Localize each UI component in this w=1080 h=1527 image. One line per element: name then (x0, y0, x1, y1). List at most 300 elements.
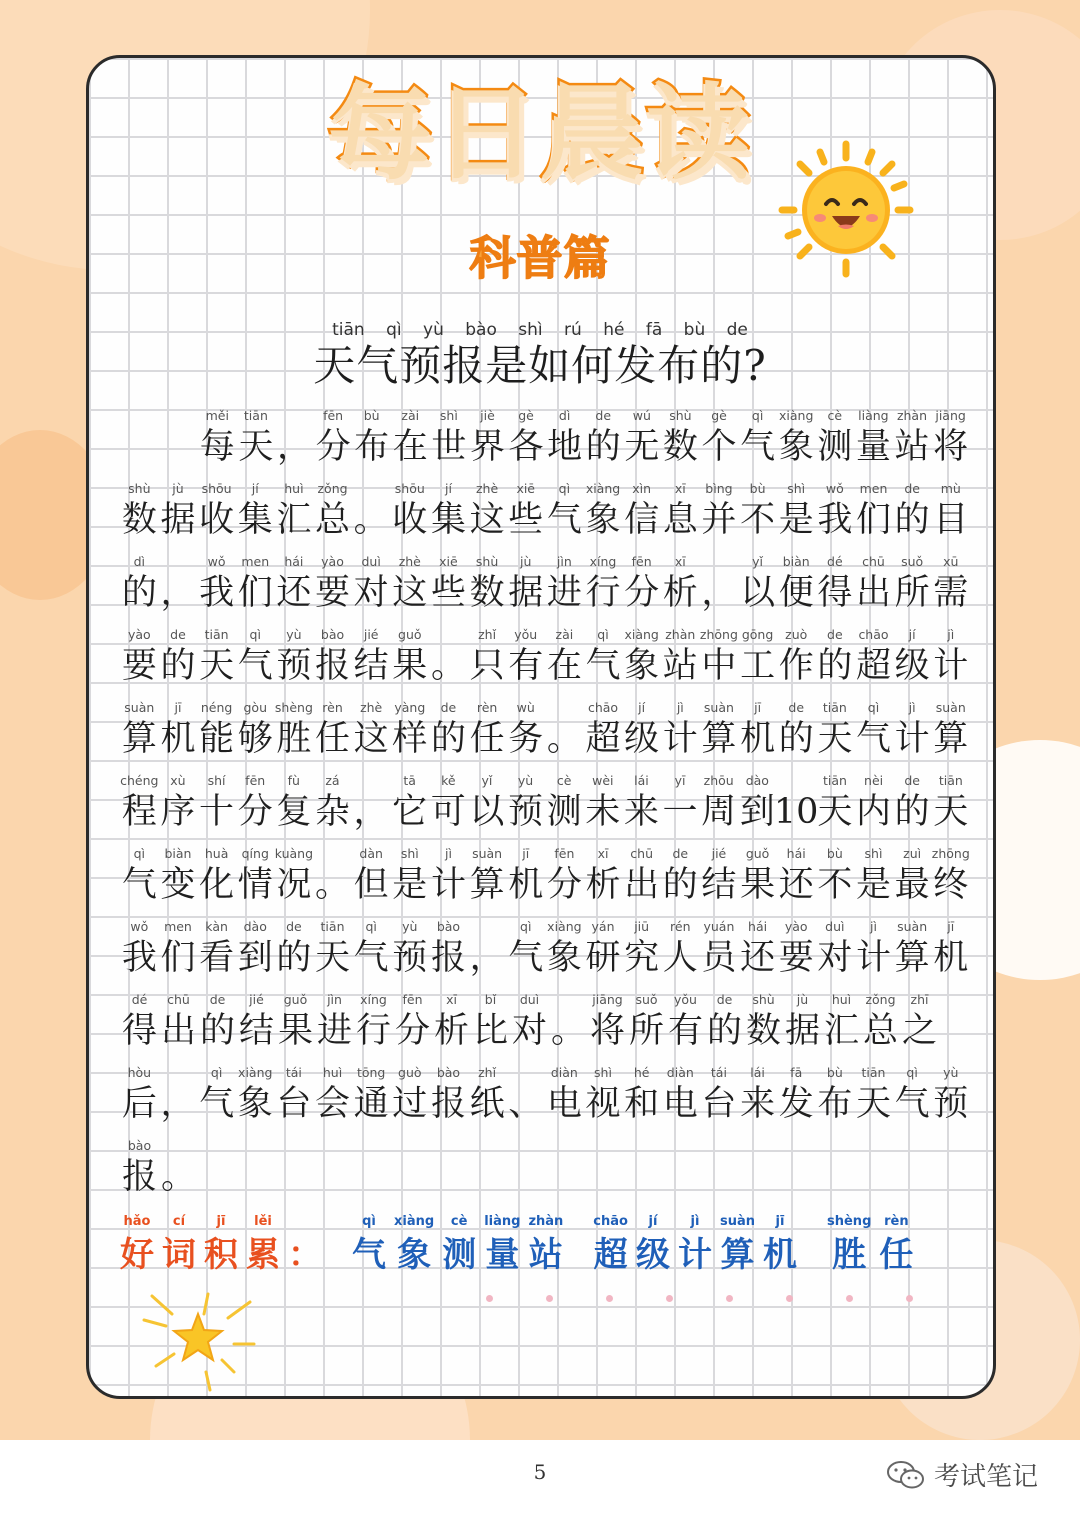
hanzi: 天 (315, 938, 351, 978)
hanzi: 最 (894, 865, 930, 905)
character-cell (931, 699, 970, 761)
character-cell (545, 407, 584, 469)
hanzi: 好 (120, 1235, 154, 1275)
pinyin: biàn (782, 554, 810, 569)
pinyin: lái (750, 1065, 765, 1080)
character-cell (893, 553, 932, 615)
character-cell (627, 991, 666, 1053)
character-cell (699, 772, 738, 834)
pinyin: jī (754, 700, 762, 715)
hanzi: 工 (740, 646, 776, 686)
character-cell (738, 626, 777, 688)
character-cell (854, 699, 893, 761)
hanzi: 来 (623, 792, 659, 832)
pinyin: jié (711, 846, 727, 861)
character-cell (468, 918, 507, 980)
hanzi: 测 (546, 792, 582, 832)
character-cell (777, 699, 816, 761)
vocabulary-section (120, 1212, 980, 1278)
pinyin: chāo (587, 700, 619, 715)
hanzi: 究 (624, 938, 660, 978)
vocab-word-char (827, 1212, 871, 1278)
dot (726, 1295, 733, 1302)
hanzi: 电 (546, 1084, 582, 1124)
hanzi: 算 (469, 865, 505, 905)
character-cell (893, 480, 932, 542)
pinyin: lěi (254, 1214, 272, 1229)
hanzi: ， (160, 1084, 196, 1124)
pinyin: yán (591, 919, 615, 934)
pinyin: jí (638, 700, 646, 715)
hanzi: 测 (817, 427, 853, 467)
hanzi: 进 (546, 573, 582, 613)
pinyin: guǒ (283, 992, 308, 1007)
hanzi: 气 (199, 1084, 235, 1124)
pinyin: liàng (484, 1214, 521, 1229)
character-cell (236, 1064, 275, 1126)
character-cell (661, 626, 700, 688)
text-line (120, 1126, 970, 1199)
hanzi: 结 (238, 1011, 274, 1051)
hanzi: 布 (817, 1084, 853, 1124)
pinyin: yù (943, 1065, 959, 1080)
hanzi: 收 (199, 500, 235, 540)
character-cell (744, 991, 783, 1053)
character-cell (584, 407, 623, 469)
pinyin: jù (172, 481, 184, 496)
hanzi: 气 (352, 1235, 386, 1275)
character-cell (120, 626, 159, 688)
character-cell (352, 553, 391, 615)
pinyin: hái (748, 919, 768, 934)
character-cell (197, 626, 236, 688)
character-cell (198, 407, 237, 469)
pinyin: qì (365, 919, 377, 934)
character-cell (545, 1064, 584, 1126)
hanzi: 计 (894, 719, 930, 759)
character-cell (700, 918, 739, 980)
vocab-label-char (204, 1212, 238, 1278)
pinyin: jì (947, 627, 955, 642)
character-cell (854, 407, 893, 469)
hanzi: 汇 (276, 500, 312, 540)
character-cell (313, 626, 352, 688)
hanzi: 的 (662, 865, 698, 905)
pinyin: dào (243, 919, 267, 934)
character-cell (854, 845, 893, 907)
hanzi: 出 (160, 1011, 196, 1051)
hanzi: 十 (199, 792, 235, 832)
hanzi: 每 (199, 427, 235, 467)
character-cell (197, 480, 236, 542)
pinyin: biàn (164, 846, 192, 861)
character-cell (120, 772, 159, 834)
character-cell (622, 553, 661, 615)
pinyin: jí (908, 627, 916, 642)
pinyin: qì (597, 627, 609, 642)
character-cell (120, 1064, 159, 1126)
hanzi: 报 (430, 938, 466, 978)
pinyin: qíng (241, 846, 269, 861)
hanzi: 算 (720, 1235, 755, 1275)
hanzi: 分 (315, 427, 351, 467)
character-cell (661, 772, 700, 834)
hanzi: 得 (121, 1011, 157, 1051)
hanzi: 在 (392, 427, 428, 467)
pinyin: xī (597, 846, 609, 861)
hanzi: 象 (237, 1084, 273, 1124)
pinyin: suàn (935, 700, 966, 715)
character-cell (854, 553, 893, 615)
pinyin: rén (670, 919, 691, 934)
pinyin: men (164, 919, 192, 934)
character-cell (893, 699, 932, 761)
pinyin: cè (556, 773, 572, 788)
hanzi: 天 (238, 427, 274, 467)
character-cell (623, 407, 662, 469)
vocab-word-char (763, 1212, 797, 1278)
pinyin: bào (436, 919, 461, 934)
character-cell (931, 1064, 970, 1126)
character-cell (313, 1064, 352, 1126)
hanzi: 胜 (276, 719, 312, 759)
hanzi: 据 (784, 1011, 820, 1051)
character-cell (313, 480, 352, 542)
dot (606, 1295, 613, 1302)
hanzi: 电 (662, 1084, 698, 1124)
pinyin: shì (400, 846, 419, 861)
pinyin: wú (632, 408, 651, 423)
character-cell (816, 918, 855, 980)
pinyin: fēn (402, 992, 423, 1007)
hanzi: ， (160, 573, 196, 613)
character-cell (159, 699, 198, 761)
hanzi: 情 (237, 865, 273, 905)
hanzi: 们 (855, 500, 891, 540)
pinyin: yī (674, 773, 686, 788)
hanzi: 预 (276, 646, 312, 686)
text-line (120, 1053, 970, 1126)
character-cell (352, 845, 391, 907)
character-cell (506, 553, 545, 615)
hanzi: 词 (162, 1235, 196, 1275)
character-cell (120, 553, 159, 615)
hanzi: 况 (276, 865, 312, 905)
character-cell (816, 626, 855, 688)
pinyin: zá (325, 773, 340, 788)
hanzi: 要 (315, 573, 351, 613)
hanzi: 超 (593, 1235, 628, 1275)
dot (546, 1295, 553, 1302)
pinyin: tiān (204, 627, 229, 642)
hanzi: 的 (894, 792, 930, 832)
pinyin: jī (947, 919, 955, 934)
hanzi: 胜 (832, 1235, 867, 1275)
hanzi: 界 (469, 427, 505, 467)
pinyin: zhōng (931, 846, 970, 861)
pinyin: bào (436, 1065, 461, 1080)
character-cell (661, 480, 700, 542)
hanzi: 样 (392, 719, 428, 759)
character-cell (738, 553, 777, 615)
hanzi: 任 (879, 1235, 914, 1275)
pinyin: chū (862, 554, 885, 569)
hanzi: 复 (276, 792, 312, 832)
text-line (120, 834, 970, 907)
hanzi: 天 (933, 792, 969, 832)
character-cell (390, 918, 429, 980)
pinyin: hái (284, 554, 304, 569)
hanzi: 机 (740, 719, 776, 759)
pinyin: zhàn (528, 1214, 564, 1229)
hanzi: 够 (237, 719, 273, 759)
character-cell (352, 772, 391, 834)
pinyin: wǒ (825, 481, 844, 496)
character-cell (429, 480, 468, 542)
character-cell (471, 991, 510, 1053)
character-cell (738, 845, 777, 907)
hanzi: 这 (353, 719, 389, 759)
pinyin: xī (674, 554, 686, 569)
hanzi: 在 (546, 646, 582, 686)
character-cell (584, 553, 623, 615)
text-line (120, 469, 970, 542)
character-cell (236, 626, 275, 688)
character-cell (893, 845, 932, 907)
hanzi: 便 (778, 573, 814, 613)
hanzi: 机 (508, 865, 544, 905)
pinyin: de (904, 773, 920, 788)
hanzi: 个 (701, 427, 737, 467)
pinyin: de (827, 627, 843, 642)
pinyin: xiàng (394, 1214, 435, 1229)
pinyin: lái (634, 773, 649, 788)
pinyin: kuàng (274, 846, 314, 861)
character-cell (313, 699, 352, 761)
pinyin: hǎo (123, 1214, 151, 1229)
vocab-word-char (352, 1212, 386, 1278)
pinyin: tiān (861, 1065, 886, 1080)
pinyin: zhàn (896, 408, 928, 423)
dot (666, 1295, 673, 1302)
character-cell (777, 553, 816, 615)
hanzi: 报 (430, 1084, 466, 1124)
pinyin: de (286, 919, 302, 934)
character-cell (854, 626, 893, 688)
hanzi: 能 (199, 719, 235, 759)
hanzi: 对 (353, 573, 389, 613)
character-cell (584, 626, 623, 688)
hanzi: 总 (862, 1011, 898, 1051)
hanzi: 天 (817, 792, 853, 832)
hanzi: 算 (894, 938, 930, 978)
hanzi: 之 (901, 1011, 937, 1051)
hanzi: 布 (354, 427, 390, 467)
character-cell (738, 480, 777, 542)
hanzi: 的 (199, 1011, 235, 1051)
hanzi: ， (469, 938, 505, 978)
hanzi: 气 (546, 500, 582, 540)
sparkle-star-icon (138, 1290, 260, 1394)
character-cell (700, 845, 739, 907)
vocab-word-char (442, 1212, 476, 1278)
character-cell (661, 918, 700, 980)
pinyin: qì (210, 1065, 223, 1080)
character-cell (313, 845, 352, 907)
character-cell (545, 845, 584, 907)
character-cell (738, 407, 777, 469)
vocab-word-char (528, 1212, 563, 1278)
pinyin: shí (207, 773, 226, 788)
pinyin: jī (174, 700, 182, 715)
character-cell (237, 407, 276, 469)
hanzi: 站 (894, 427, 930, 467)
hanzi: 的 (585, 427, 621, 467)
character-cell (822, 991, 861, 1053)
character-cell (159, 480, 198, 542)
pinyin: zhōng (699, 627, 738, 642)
character-cell (197, 918, 236, 980)
pinyin: huì (322, 1065, 343, 1080)
hanzi: 中 (701, 646, 737, 686)
vocab-label-char (288, 1212, 322, 1278)
pinyin: jì (870, 919, 877, 934)
hanzi: 气 (855, 719, 891, 759)
hanzi: 分 (624, 573, 660, 613)
article-title: 天气预报是如何发布的? (313, 341, 767, 390)
hanzi: 并 (701, 500, 737, 540)
character-cell (777, 845, 816, 907)
character-cell (777, 1064, 816, 1126)
vocab-word-char (394, 1212, 434, 1278)
article-title-pinyin: tiān qì yù bào shì rú hé fā bù de (332, 320, 748, 340)
character-cell (622, 626, 661, 688)
character-cell (893, 918, 932, 980)
pinyin: rèn (322, 700, 343, 715)
character-cell (159, 772, 198, 834)
pinyin: suǒ (635, 992, 658, 1007)
hanzi: 研 (585, 938, 621, 978)
hanzi: 机 (933, 938, 969, 978)
character-cell (931, 918, 970, 980)
pinyin: kàn (205, 919, 228, 934)
character-cell (159, 1064, 198, 1126)
pinyin: jiū (634, 919, 650, 934)
character-cell (506, 918, 545, 980)
pinyin: zhè (360, 700, 383, 715)
character-cell (390, 480, 429, 542)
pinyin: jì (908, 700, 916, 715)
pinyin: gè (711, 408, 727, 423)
pinyin: qì (520, 919, 532, 934)
hanzi: 杂 (314, 792, 350, 832)
character-cell (197, 845, 236, 907)
pinyin: tái (710, 1065, 727, 1080)
hanzi: 这 (392, 573, 428, 613)
pinyin: jí (251, 481, 259, 496)
hanzi: 级 (894, 646, 930, 686)
pinyin: zuì (903, 846, 922, 861)
character-cell (622, 918, 661, 980)
character-cell (777, 918, 816, 980)
character-cell (430, 407, 469, 469)
character-cell (159, 918, 198, 980)
pinyin: liàng (858, 408, 889, 423)
hanzi: 将 (589, 1011, 625, 1051)
hanzi: 积 (204, 1235, 238, 1275)
character-cell (390, 553, 429, 615)
character-cell (622, 1064, 661, 1126)
hanzi: 目 (933, 500, 969, 540)
character-cell (120, 991, 159, 1053)
hanzi: 气 (237, 646, 273, 686)
character-cell (700, 407, 739, 469)
pinyin: shōu (394, 481, 425, 496)
character-cell (738, 772, 777, 834)
hanzi: 得 (817, 573, 853, 613)
hanzi: 是 (855, 865, 891, 905)
hanzi: 对 (817, 938, 853, 978)
pinyin: jié (249, 992, 264, 1007)
hanzi: 发 (778, 1084, 814, 1124)
hanzi: 还 (778, 865, 814, 905)
hanzi: 以 (469, 792, 505, 832)
character-cell (429, 845, 468, 907)
hanzi: 站 (662, 646, 698, 686)
watermark-text: 考试笔记 (934, 1462, 1039, 1492)
pinyin: suàn (719, 1214, 755, 1229)
pinyin: dì (133, 554, 146, 569)
hanzi: 天 (855, 1084, 891, 1124)
hanzi: 测 (442, 1235, 477, 1275)
dot (786, 1295, 793, 1302)
pinyin: bǐ (484, 992, 497, 1007)
pinyin: xìn (632, 481, 652, 496)
character-cell (783, 991, 822, 1053)
character-cell (854, 1064, 893, 1126)
character-cell (352, 1064, 391, 1126)
character-cell (777, 480, 816, 542)
hanzi: 的 (706, 1011, 742, 1051)
character-cell (506, 626, 545, 688)
hanzi: 们 (160, 938, 196, 978)
character-cell (816, 772, 855, 834)
pinyin: jí (444, 481, 452, 496)
hanzi: 还 (740, 938, 776, 978)
character-cell (429, 1064, 468, 1126)
hanzi: ， (353, 792, 389, 832)
hanzi: 员 (701, 938, 737, 978)
pinyin: rèn (884, 1214, 909, 1229)
hanzi: 的 (817, 646, 853, 686)
character-cell (429, 918, 468, 980)
pinyin: dàn (359, 846, 383, 861)
character-cell (354, 991, 393, 1053)
pinyin: kě (441, 773, 456, 788)
hanzi: 是 (392, 865, 428, 905)
hanzi: 计 (662, 719, 698, 759)
character-cell (429, 699, 468, 761)
hanzi: 作 (778, 646, 814, 686)
vocab-word-char (636, 1212, 670, 1278)
pinyin: zǒng (865, 992, 896, 1007)
hanzi: 的 (894, 500, 930, 540)
hanzi: 的 (778, 719, 814, 759)
hanzi: 任 (469, 719, 505, 759)
pinyin: gōng (741, 627, 774, 642)
pinyin: zhī (910, 992, 929, 1007)
character-cell (352, 918, 391, 980)
